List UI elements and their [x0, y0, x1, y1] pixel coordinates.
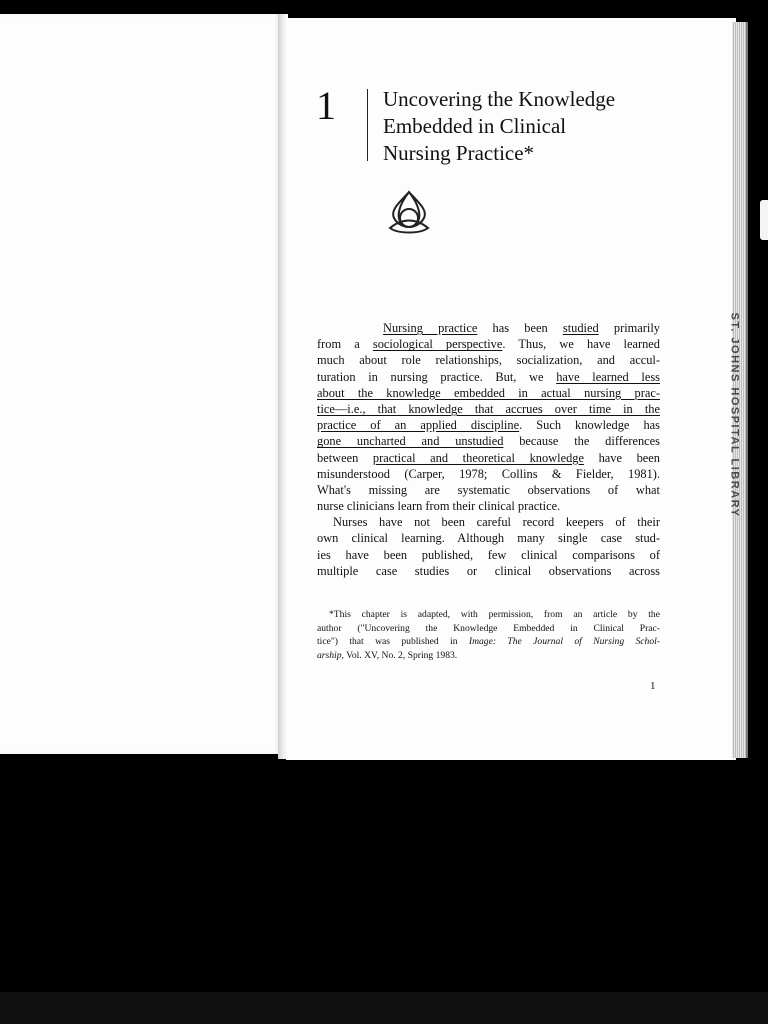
chapter-number: 1	[316, 83, 336, 128]
underlined-phrase: practical and theoretical knowledge	[372, 450, 584, 465]
library-stamp	[726, 250, 744, 580]
chapter-title-line: Nursing Practice*	[383, 141, 535, 165]
text-line	[317, 401, 660, 417]
text-fragment: . Thus, we have learned	[502, 337, 660, 352]
text-line: multiple case studies or clinical observations across	[317, 563, 660, 578]
text-fragment: turation in nursing practice. But, we	[317, 369, 557, 384]
journal-title: Image: The Journal of Nursing Schol-	[468, 636, 660, 647]
underlined-phrase: Nursing practice	[383, 321, 478, 335]
footnote-fragment: , Vol. XV, No. 2, Spring 1983.	[341, 649, 458, 661]
viewer-bottom-bar	[0, 992, 768, 1024]
text-line: much about role relationships, socialization, and accul-	[317, 353, 660, 368]
text-line: nurse clinicians learn from their clinical practice.	[317, 499, 561, 514]
journal-title: arship	[317, 649, 342, 661]
text-line: What's missing are systematic observations of what	[317, 482, 660, 497]
text-fragment: . Such knowledge has	[519, 418, 660, 433]
text-line: Nurses have not been careful record keepers of their	[333, 515, 660, 530]
text-line	[317, 369, 660, 385]
footnote-line: author ("Uncovering the Knowledge Embedded in Clinical Prac-	[317, 622, 660, 634]
underlined-phrase: practice of an applied discipline	[317, 418, 520, 433]
chapter-title-line: Uncovering the Knowledge	[383, 87, 616, 111]
text-line	[317, 320, 660, 336]
underlined-phrase: tice—i.e., that knowledge that accrues over time in the	[317, 401, 660, 416]
footnote-fragment: tice") that was published in	[317, 636, 469, 647]
chapter-title	[383, 86, 683, 167]
text-fragment: has been	[477, 321, 563, 335]
text-fragment: between	[317, 450, 373, 465]
text-fragment: because the differences	[503, 434, 660, 449]
library-stamp-text: ST. JOHNS HOSPITAL LIBRARY	[729, 312, 742, 518]
chapter-title-line: Embedded in Clinical	[383, 114, 567, 138]
underlined-phrase: sociological perspective	[372, 337, 503, 352]
footnote-line: *This chapter is adapted, with permission, from an article by the	[329, 609, 660, 620]
underlined-phrase: studied	[562, 321, 599, 335]
text-line: own clinical learning. Although many single case stud-	[317, 531, 660, 546]
footnote-line	[317, 635, 660, 649]
text-fragment: primarily	[598, 321, 660, 335]
text-line	[317, 450, 660, 466]
text-line	[317, 433, 660, 449]
text-line: ies have been published, few clinical comparisons of	[317, 547, 660, 562]
chapter-footnote	[317, 608, 660, 662]
text-fragment: have been	[583, 450, 660, 465]
left-page-blank	[0, 14, 282, 754]
chapter-divider-rule	[367, 89, 368, 161]
text-line: misunderstood (Carper, 1978; Collins & Fielder, 1981).	[317, 466, 660, 481]
text-fragment: from a	[317, 337, 373, 352]
underlined-phrase: gone uncharted and unstudied	[317, 434, 504, 449]
triquetra-knot-icon	[384, 188, 434, 236]
chapter-body-text	[317, 320, 660, 579]
page-number: 1	[650, 680, 656, 692]
text-line	[317, 336, 660, 352]
text-line	[317, 417, 660, 433]
underlined-phrase: about the knowledge embedded in actual nursing prac-	[317, 385, 660, 400]
underlined-phrase: have learned less	[556, 369, 660, 384]
bookmark-tab	[760, 200, 768, 240]
footnote-line	[317, 649, 660, 663]
text-line	[317, 385, 660, 401]
